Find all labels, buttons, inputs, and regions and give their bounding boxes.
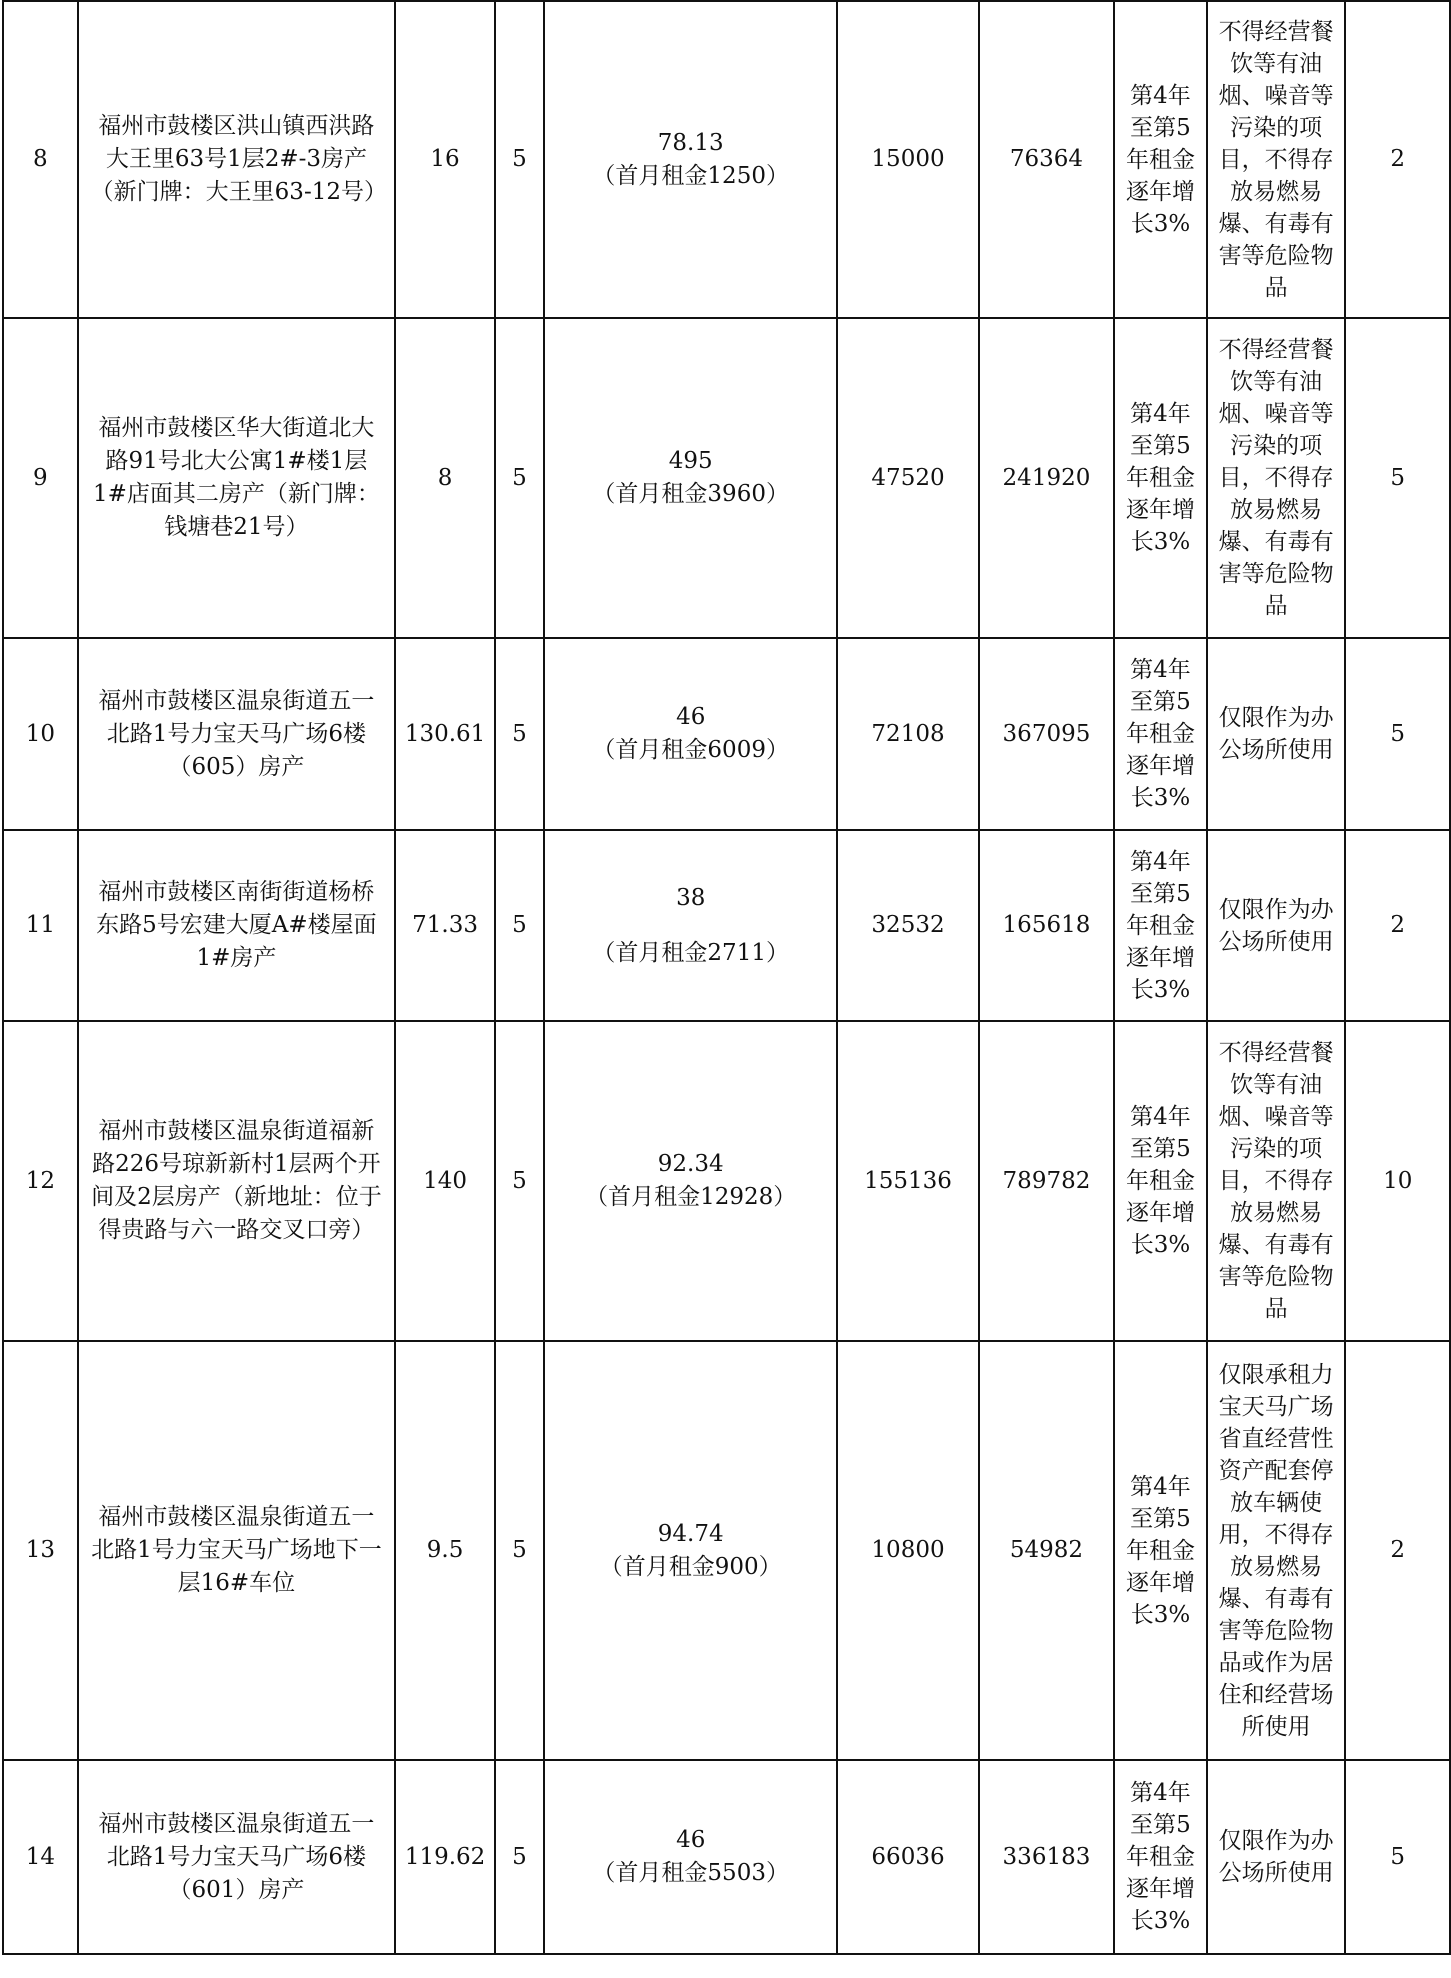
table-row: [3, 638, 1450, 830]
area-cell: 16: [395, 1, 495, 318]
total-rent-cell: 241920: [979, 318, 1115, 638]
area-cell: 71.33: [395, 830, 495, 1021]
property-address: 福州市鼓楼区温泉街道五一北路1号力宝天马广场地下一层16#车位: [78, 1341, 396, 1760]
first-month-rent: （首月租金6009）: [592, 737, 789, 763]
total-rent-cell: 367095: [979, 638, 1115, 830]
table-row: [3, 1, 1450, 318]
first-month-rent: （首月租金2711）: [592, 939, 789, 966]
unit-price: 46: [676, 704, 706, 730]
unit-price-cell: [544, 830, 837, 1021]
first-month-rent: （首月租金900）: [599, 1553, 782, 1580]
first-month-rent: （首月租金12928）: [585, 1184, 797, 1210]
area-cell: 140: [395, 1021, 495, 1341]
total-rent-cell: 76364: [979, 1, 1115, 318]
deposit-cell: 10: [1345, 1021, 1450, 1341]
use-restriction-cell: 不得经营餐饮等有油烟、噪音等污染的项目，不得存放易燃易爆、有毒有害等危险物品: [1207, 1021, 1346, 1341]
row-number: 12: [3, 1021, 78, 1341]
use-restriction-cell: 仅限作为办公场所使用: [1207, 1760, 1346, 1954]
use-restriction-cell: 仅限作为办公场所使用: [1207, 638, 1346, 830]
annual-rent-cell: 10800: [837, 1341, 978, 1760]
line-gap: [551, 915, 830, 937]
area-cell: 9.5: [395, 1341, 495, 1760]
lease-listing-table: [2, 0, 1451, 1955]
lease-years-cell: 5: [495, 1760, 544, 1954]
unit-price-cell: [544, 1760, 837, 1954]
rent-increase-cell: 第4年至第5年租金逐年增长3%: [1114, 1760, 1206, 1954]
rent-increase-cell: 第4年至第5年租金逐年增长3%: [1114, 1, 1206, 318]
row-number: 10: [3, 638, 78, 830]
lease-years-cell: 5: [495, 318, 544, 638]
unit-price-cell: [544, 1, 837, 318]
property-address: 福州市鼓楼区温泉街道五一北路1号力宝天马广场6楼（601）房产: [78, 1760, 396, 1954]
unit-price: 38: [676, 884, 706, 911]
lease-years-cell: 5: [495, 1, 544, 318]
annual-rent-cell: 32532: [837, 830, 978, 1021]
deposit-cell: 2: [1345, 830, 1450, 1021]
first-month-rent: （首月租金1250）: [592, 162, 789, 189]
annual-rent-cell: 155136: [837, 1021, 978, 1341]
property-address: 福州市鼓楼区洪山镇西洪路大王里63号1层2#-3房产（新门牌：大王里63-12号）: [78, 1, 396, 318]
lease-years-cell: 5: [495, 1341, 544, 1760]
use-restriction-cell: 不得经营餐饮等有油烟、噪音等污染的项目，不得存放易燃易爆、有毒有害等危险物品: [1207, 1, 1346, 318]
area-cell: 119.62: [395, 1760, 495, 1954]
unit-price: 78.13: [657, 129, 724, 156]
area-cell: 8: [395, 318, 495, 638]
table-row: [3, 1341, 1450, 1760]
unit-price: 46: [676, 1827, 706, 1853]
rent-increase-cell: 第4年至第5年租金逐年增长3%: [1114, 1341, 1206, 1760]
annual-rent-cell: 15000: [837, 1, 978, 318]
row-number: 8: [3, 1, 78, 318]
use-restriction-cell: 仅限承租力宝天马广场省直经营性资产配套停放车辆使用，不得存放易燃易爆、有毒有害等危险物品或作为居住和经营场所使用: [1207, 1341, 1346, 1760]
rent-increase-cell: 第4年至第5年租金逐年增长3%: [1114, 318, 1206, 638]
row-number: 14: [3, 1760, 78, 1954]
table-row: [3, 1021, 1450, 1341]
unit-price-cell: [544, 1021, 837, 1341]
unit-price-cell: [544, 318, 837, 638]
annual-rent-cell: 66036: [837, 1760, 978, 1954]
use-restriction-cell: 不得经营餐饮等有油烟、噪音等污染的项目，不得存放易燃易爆、有毒有害等危险物品: [1207, 318, 1346, 638]
unit-price-cell: [544, 1341, 837, 1760]
unit-price: 92.34: [657, 1151, 724, 1177]
row-number: 9: [3, 318, 78, 638]
deposit-cell: 2: [1345, 1341, 1450, 1760]
total-rent-cell: 336183: [979, 1760, 1115, 1954]
deposit-cell: 5: [1345, 1760, 1450, 1954]
total-rent-cell: 789782: [979, 1021, 1115, 1341]
use-restriction-cell: 仅限作为办公场所使用: [1207, 830, 1346, 1021]
table-row: [3, 830, 1450, 1021]
row-number: 13: [3, 1341, 78, 1760]
unit-price-cell: [544, 638, 837, 830]
rent-increase-cell: 第4年至第5年租金逐年增长3%: [1114, 830, 1206, 1021]
property-address: 福州市鼓楼区华大街道北大路91号北大公寓1#楼1层1#店面其二房产（新门牌：钱塘巷21号）: [78, 318, 396, 638]
deposit-cell: 2: [1345, 1, 1450, 318]
first-month-rent: （首月租金3960）: [592, 481, 789, 507]
rent-increase-cell: 第4年至第5年租金逐年增长3%: [1114, 1021, 1206, 1341]
table-row: [3, 1760, 1450, 1954]
property-address: 福州市鼓楼区温泉街道福新路226号琼新新村1层两个开间及2层房产（新地址：位于得贵路与六一路交叉口旁）: [78, 1021, 396, 1341]
total-rent-cell: 165618: [979, 830, 1115, 1021]
annual-rent-cell: 72108: [837, 638, 978, 830]
lease-years-cell: 5: [495, 1021, 544, 1341]
property-address: 福州市鼓楼区温泉街道五一北路1号力宝天马广场6楼（605）房产: [78, 638, 396, 830]
property-table: [2, 0, 1451, 1955]
deposit-cell: 5: [1345, 318, 1450, 638]
unit-price: 94.74: [657, 1520, 724, 1547]
property-address: 福州市鼓楼区南街街道杨桥东路5号宏建大厦A#楼屋面1#房产: [78, 830, 396, 1021]
row-number: 11: [3, 830, 78, 1021]
first-month-rent: （首月租金5503）: [592, 1860, 789, 1886]
lease-years-cell: 5: [495, 830, 544, 1021]
deposit-cell: 5: [1345, 638, 1450, 830]
annual-rent-cell: 47520: [837, 318, 978, 638]
table-row: [3, 318, 1450, 638]
area-cell: 130.61: [395, 638, 495, 830]
rent-increase-cell: 第4年至第5年租金逐年增长3%: [1114, 638, 1206, 830]
lease-years-cell: 5: [495, 638, 544, 830]
unit-price: 495: [668, 448, 713, 474]
total-rent-cell: 54982: [979, 1341, 1115, 1760]
